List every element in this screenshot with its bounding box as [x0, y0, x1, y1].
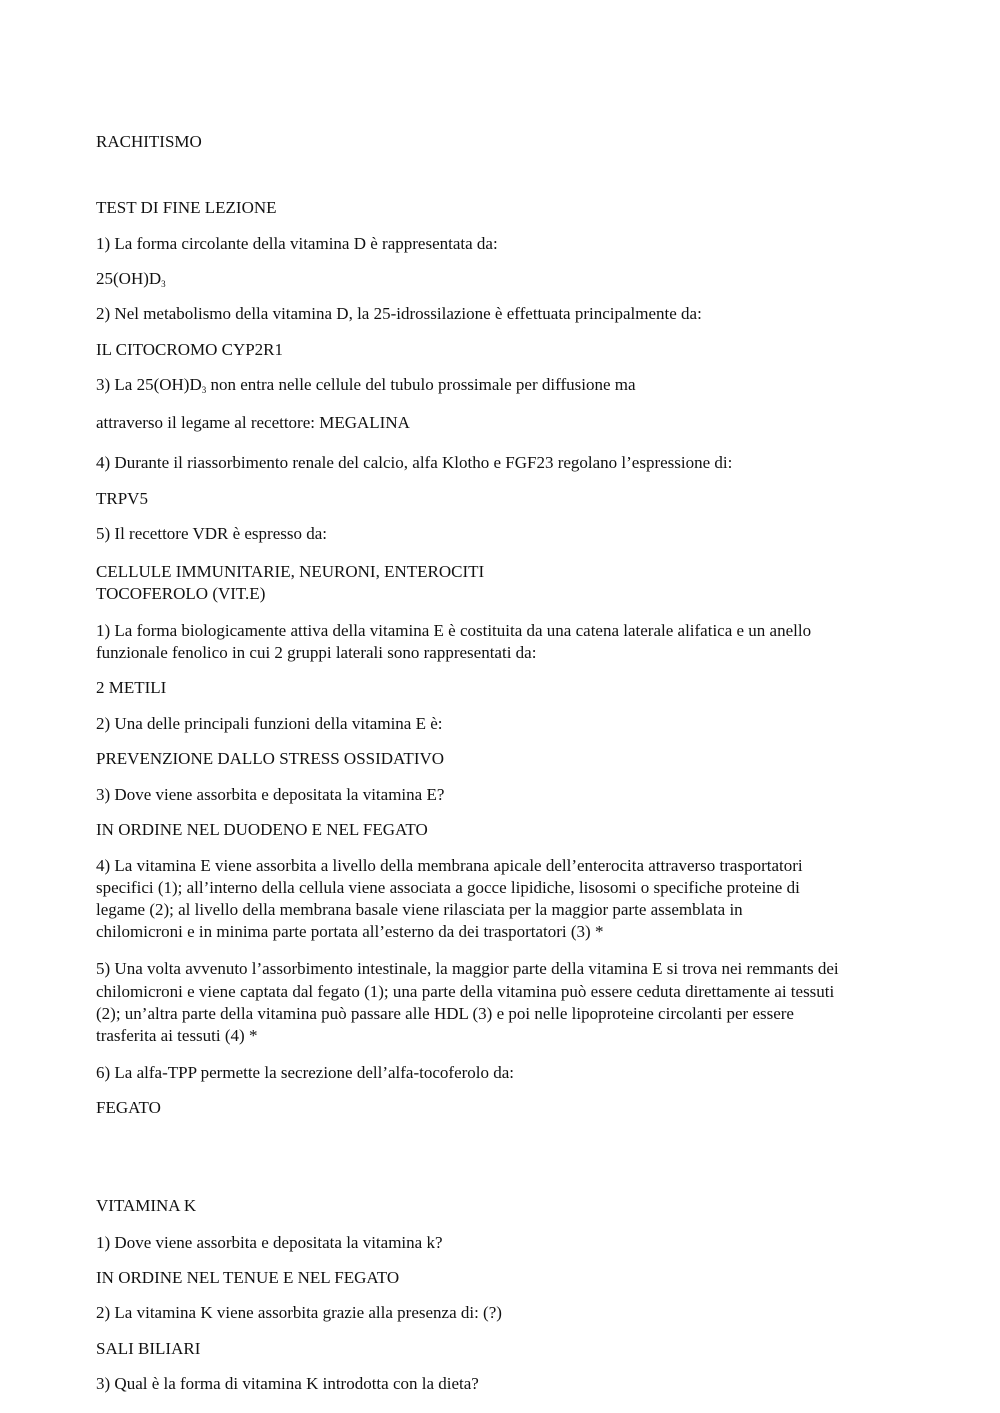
- toco-answer-3: IN ORDINE NEL DUODENO E NEL FEGATO: [96, 820, 428, 839]
- vitk-question-1: 1) Dove viene assorbita e depositata la vitamina k?: [96, 1233, 443, 1252]
- toco-question-5-line-1: 5) Una volta avvenuto l’assorbimento intestinale, la maggior parte della vitamina E si trova nei remmants dei: [96, 959, 839, 978]
- toco-answer-6: FEGATO: [96, 1098, 161, 1117]
- section-title-vitamina-k: VITAMINA K: [96, 1196, 197, 1215]
- answer-1-main: 25(OH)D: [96, 269, 162, 288]
- question-2: 2) Nel metabolismo della vitamina D, la 25-idrossilazione è effettuata principalmente da:: [96, 304, 702, 323]
- vitk-answer-1: IN ORDINE NEL TENUE E NEL FEGATO: [96, 1268, 400, 1287]
- question-3-subscript: 3: [201, 385, 207, 395]
- toco-question-4-line-2: specifici (1); all’interno della cellula viene associata a gocce lipidiche, lisosomi o specifiche proteine di: [96, 878, 800, 897]
- answer-5: CELLULE IMMUNITARIE, NEURONI, ENTEROCITI: [96, 562, 485, 581]
- answer-1-subscript: 3: [161, 279, 166, 289]
- vitk-question-3: 3) Qual è la forma di vitamina K introdotta con la dieta?: [96, 1374, 479, 1393]
- section-title-rachitismo: RACHITISMO: [96, 132, 202, 151]
- vitk-question-2: 2) La vitamina K viene assorbita grazie alla presenza di: (?): [96, 1303, 502, 1322]
- toco-question-6: 6) La alfa-TPP permette la secrezione dell’alfa-tocoferolo da:: [96, 1063, 515, 1082]
- question-1: 1) La forma circolante della vitamina D è rappresentata da:: [96, 234, 498, 253]
- toco-question-4-line-1: 4) La vitamina E viene assorbita a livello della membrana apicale dell’enterocita attraverso trasportatori: [96, 856, 803, 875]
- toco-answer-2: PREVENZIONE DALLO STRESS OSSIDATIVO: [96, 749, 445, 768]
- question-4: 4) Durante il riassorbimento renale del calcio, alfa Klotho e FGF23 regolano l’espressione di:: [96, 453, 733, 472]
- question-3-line-2: attraverso il legame al recettore: MEGALINA: [96, 413, 410, 432]
- question-3-pre: 3) La 25(OH)D: [96, 375, 202, 394]
- answer-2: IL CITOCROMO CYP2R1: [96, 340, 284, 359]
- answer-4: TRPV5: [96, 489, 148, 508]
- toco-question-4-line-4: chilomicroni e in minima parte portata all’esterno da dei trasportatori (3) *: [96, 922, 604, 941]
- toco-question-1-line-1: 1) La forma biologicamente attiva della vitamina E è costituita da una catena laterale alifatica e un anello: [96, 621, 812, 640]
- vitk-answer-2: SALI BILIARI: [96, 1339, 201, 1358]
- question-3-post: non entra nelle cellule del tubulo prossimale per diffusione ma: [206, 375, 636, 394]
- test-heading: TEST DI FINE LEZIONE: [96, 198, 277, 217]
- question-3: [96, 374, 636, 398]
- toco-question-4-line-3: legame (2); al livello della membrana basale viene rilasciata per la maggior parte assemblata in: [96, 900, 743, 919]
- toco-question-2: 2) Una delle principali funzioni della vitamina E è:: [96, 714, 443, 733]
- toco-question-1-line-2: funzionale fenolico in cui 2 gruppi laterali sono rappresentati da:: [96, 643, 537, 662]
- answer-1: [96, 268, 166, 292]
- toco-answer-1: 2 METILI: [96, 678, 167, 697]
- toco-question-5-line-4: trasferita ai tessuti (4) *: [96, 1026, 258, 1045]
- section-title-tocoferolo: TOCOFEROLO (VIT.E): [96, 584, 266, 603]
- toco-question-5-line-3: (2); un’altra parte della vitamina può passare alle HDL (3) e poi nelle lipoproteine circolanti per essere: [96, 1004, 794, 1023]
- toco-question-3: 3) Dove viene assorbita e depositata la vitamina E?: [96, 785, 445, 804]
- toco-question-5-line-2: chilomicroni e viene captata dal fegato (1); una parte della vitamina può essere ceduta direttamente ai tessuti: [96, 982, 835, 1001]
- question-5: 5) Il recettore VDR è espresso da:: [96, 524, 327, 543]
